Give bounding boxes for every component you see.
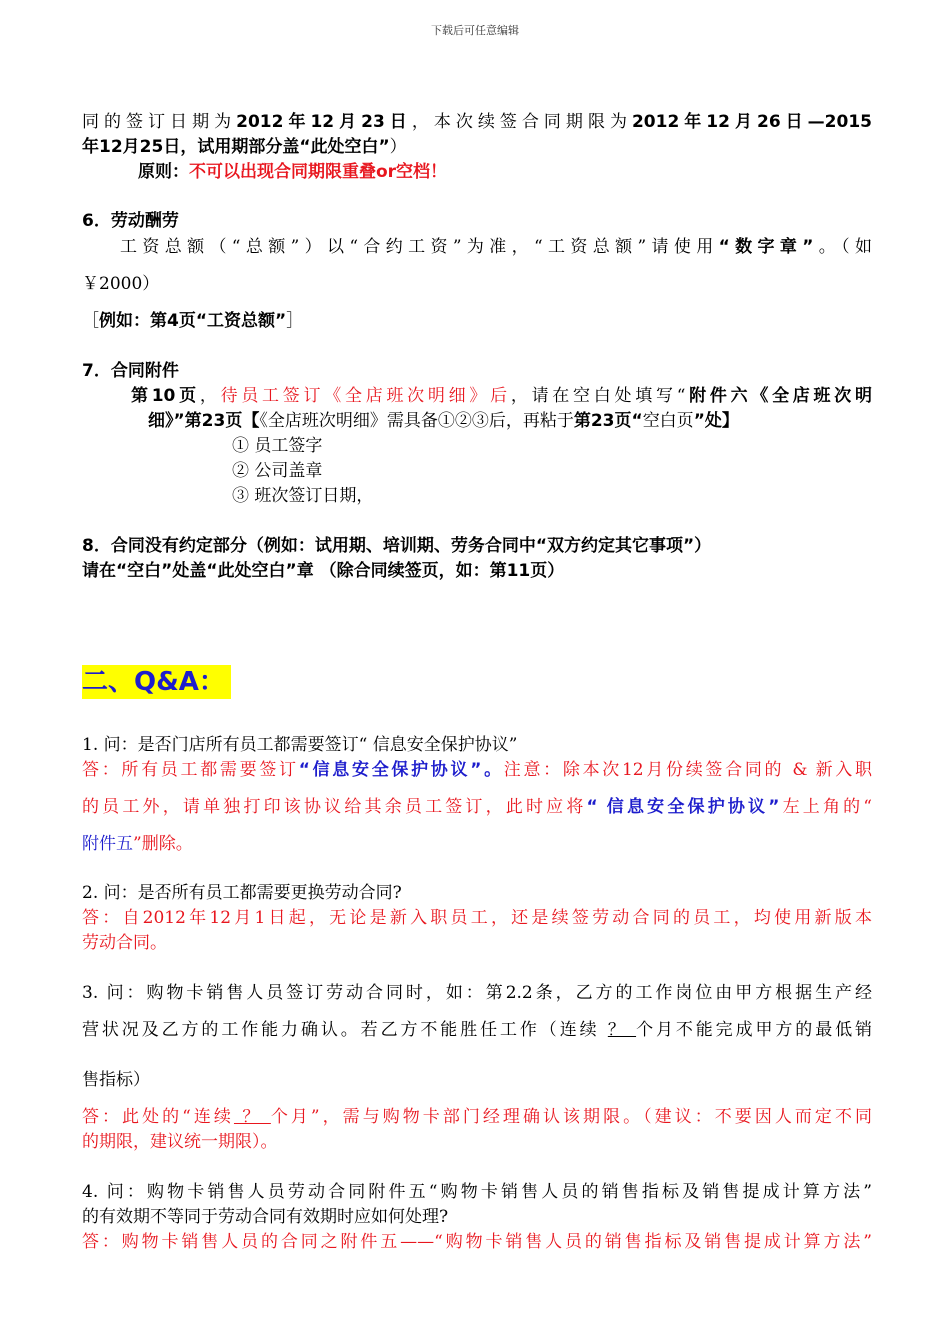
digital-stamp: “数字章”	[718, 237, 814, 257]
text-span: 《全店班次明细》需具备①②③后，再粘于	[259, 411, 574, 431]
contract-date-line-2	[82, 135, 872, 159]
qa-heading	[82, 666, 872, 701]
text-span: 注意：除本次12月份续签合同的 & 新入职	[503, 760, 872, 780]
q1-answer-line-3	[82, 832, 872, 856]
q3-question-line-2	[82, 1018, 872, 1042]
section-6-line-1	[120, 235, 872, 259]
renewal-period-end: 年12月25日，试用期部分盖“此处空白”	[82, 137, 390, 157]
attachment-name-end: 细》”第23页【	[148, 411, 260, 431]
text-span: ，本次续签合同期限为	[411, 112, 632, 132]
list-item: ① 员工签字	[232, 436, 323, 456]
section-6-example	[82, 309, 872, 333]
page-ref: 第23页“	[573, 411, 643, 431]
text-span: 答：所有员工都需要签订	[82, 760, 299, 780]
principle-text: 不可以出现合同期限重叠or空档！	[189, 162, 448, 182]
text-span: 的员工外，请单独打印该协议给其余员工签订，此时应将	[82, 797, 587, 817]
qa-heading-text: 二、Q&A：	[82, 665, 231, 699]
q1-answer-line-2	[82, 795, 872, 819]
text-span: ）	[389, 137, 407, 157]
q1-question: 1. 问：是否门店所有员工都需要签订“ 信息安全保护协议”	[82, 735, 518, 755]
text-span: ，	[199, 386, 221, 406]
text-span: 空白页	[642, 411, 694, 431]
principle-label: 原则：	[138, 162, 189, 182]
section-8-line-1: 8．合同没有约定部分（例如：试用期、培训期、劳务合同中“双方约定其它事项”）	[82, 536, 712, 556]
sign-date: 2012年12月23日	[236, 112, 412, 132]
q4-answer-line-1: 答：购物卡销售人员的合同之附件五——“购物卡销售人员的销售指标及销售提成计算方法”	[82, 1232, 872, 1252]
q3-question-line-1: 3. 问：购物卡销售人员签订劳动合同时，如：第2.2条，乙方的工作岗位由甲方根据生产经	[82, 983, 872, 1003]
agreement-name: “ 信息安全保护协议”	[586, 797, 780, 817]
attachment-name: 附件六《全店班次明	[685, 386, 872, 406]
text-span: 个月”，需与购物卡部门经理确认该期限。（建议：不要因人而定不同	[270, 1107, 872, 1127]
blank-field: ？	[233, 1107, 271, 1127]
q1-answer-line-1	[82, 758, 872, 782]
text-span: 。（如	[813, 237, 872, 257]
list-item: ③ 班次签订日期，	[232, 486, 374, 506]
q2-answer-line-1: 答：自2012年12月1日起，无论是新入职员工，还是续签劳动合同的员工，均使用新版本	[82, 908, 872, 928]
agreement-name: “信息安全保护协议”。	[298, 760, 504, 780]
text-span: ”删除。	[133, 834, 193, 854]
page-header: 下载后可任意编辑	[431, 24, 519, 37]
section-7-line-1	[131, 384, 872, 408]
section-6-title: 6．劳动酬劳	[82, 211, 179, 231]
section-7-title: 7．合同附件	[82, 361, 179, 381]
q3-answer-line-1	[82, 1105, 872, 1129]
blank-field: ？	[607, 1020, 637, 1040]
text-span: 同的签订日期为	[82, 112, 237, 132]
q3-answer-line-2: 的期限，建议统一期限）。	[82, 1132, 278, 1152]
text-span: ”处】	[693, 411, 739, 431]
section-6-line-2: ￥2000）	[82, 274, 160, 294]
section-8-line-2: 请在“空白”处盖“此处空白”章 （除合同续签页，如：第11页）	[82, 561, 565, 581]
text-span: 营状况及乙方的工作能力确认。若乙方不能胜任工作（连续	[82, 1020, 608, 1040]
contract-date-line-1	[82, 110, 872, 134]
bracket: ［	[82, 311, 99, 331]
text-span: 左上角的“	[779, 797, 872, 817]
text-span: 工资总额（“总额”）以“合约工资”为准，“工资总额”请使用	[120, 237, 719, 257]
principle-line	[138, 160, 928, 184]
attachment-note: 待员工签订《全店班次明细》后	[220, 386, 511, 406]
text-span: ，请在空白处填写“	[510, 386, 686, 406]
page-ref: 第10页	[131, 386, 200, 406]
q2-answer-line-2: 劳动合同。	[82, 933, 167, 953]
example-text: 例如：第4页“工资总额”	[99, 311, 287, 331]
list-item: ② 公司盖章	[232, 461, 323, 481]
q3-question-line-3: 售指标）	[82, 1070, 150, 1090]
renewal-period: 2012年12月26日—2015	[631, 112, 872, 132]
q2-question: 2. 问：是否所有员工都需要更换劳动合同?	[82, 883, 402, 903]
attachment-label: 附件五	[82, 834, 133, 854]
q4-question-line-1: 4. 问：购物卡销售人员劳动合同附件五“购物卡销售人员的销售指标及销售提成计算方法”	[82, 1182, 872, 1202]
text-span: 个月不能完成甲方的最低销	[636, 1020, 873, 1040]
q4-question-line-2: 的有效期不等同于劳动合同有效期时应如何处理?	[82, 1207, 449, 1227]
bracket: ］	[286, 311, 304, 331]
section-7-line-2	[148, 409, 872, 433]
text-span: 答：此处的“连续	[82, 1107, 234, 1127]
